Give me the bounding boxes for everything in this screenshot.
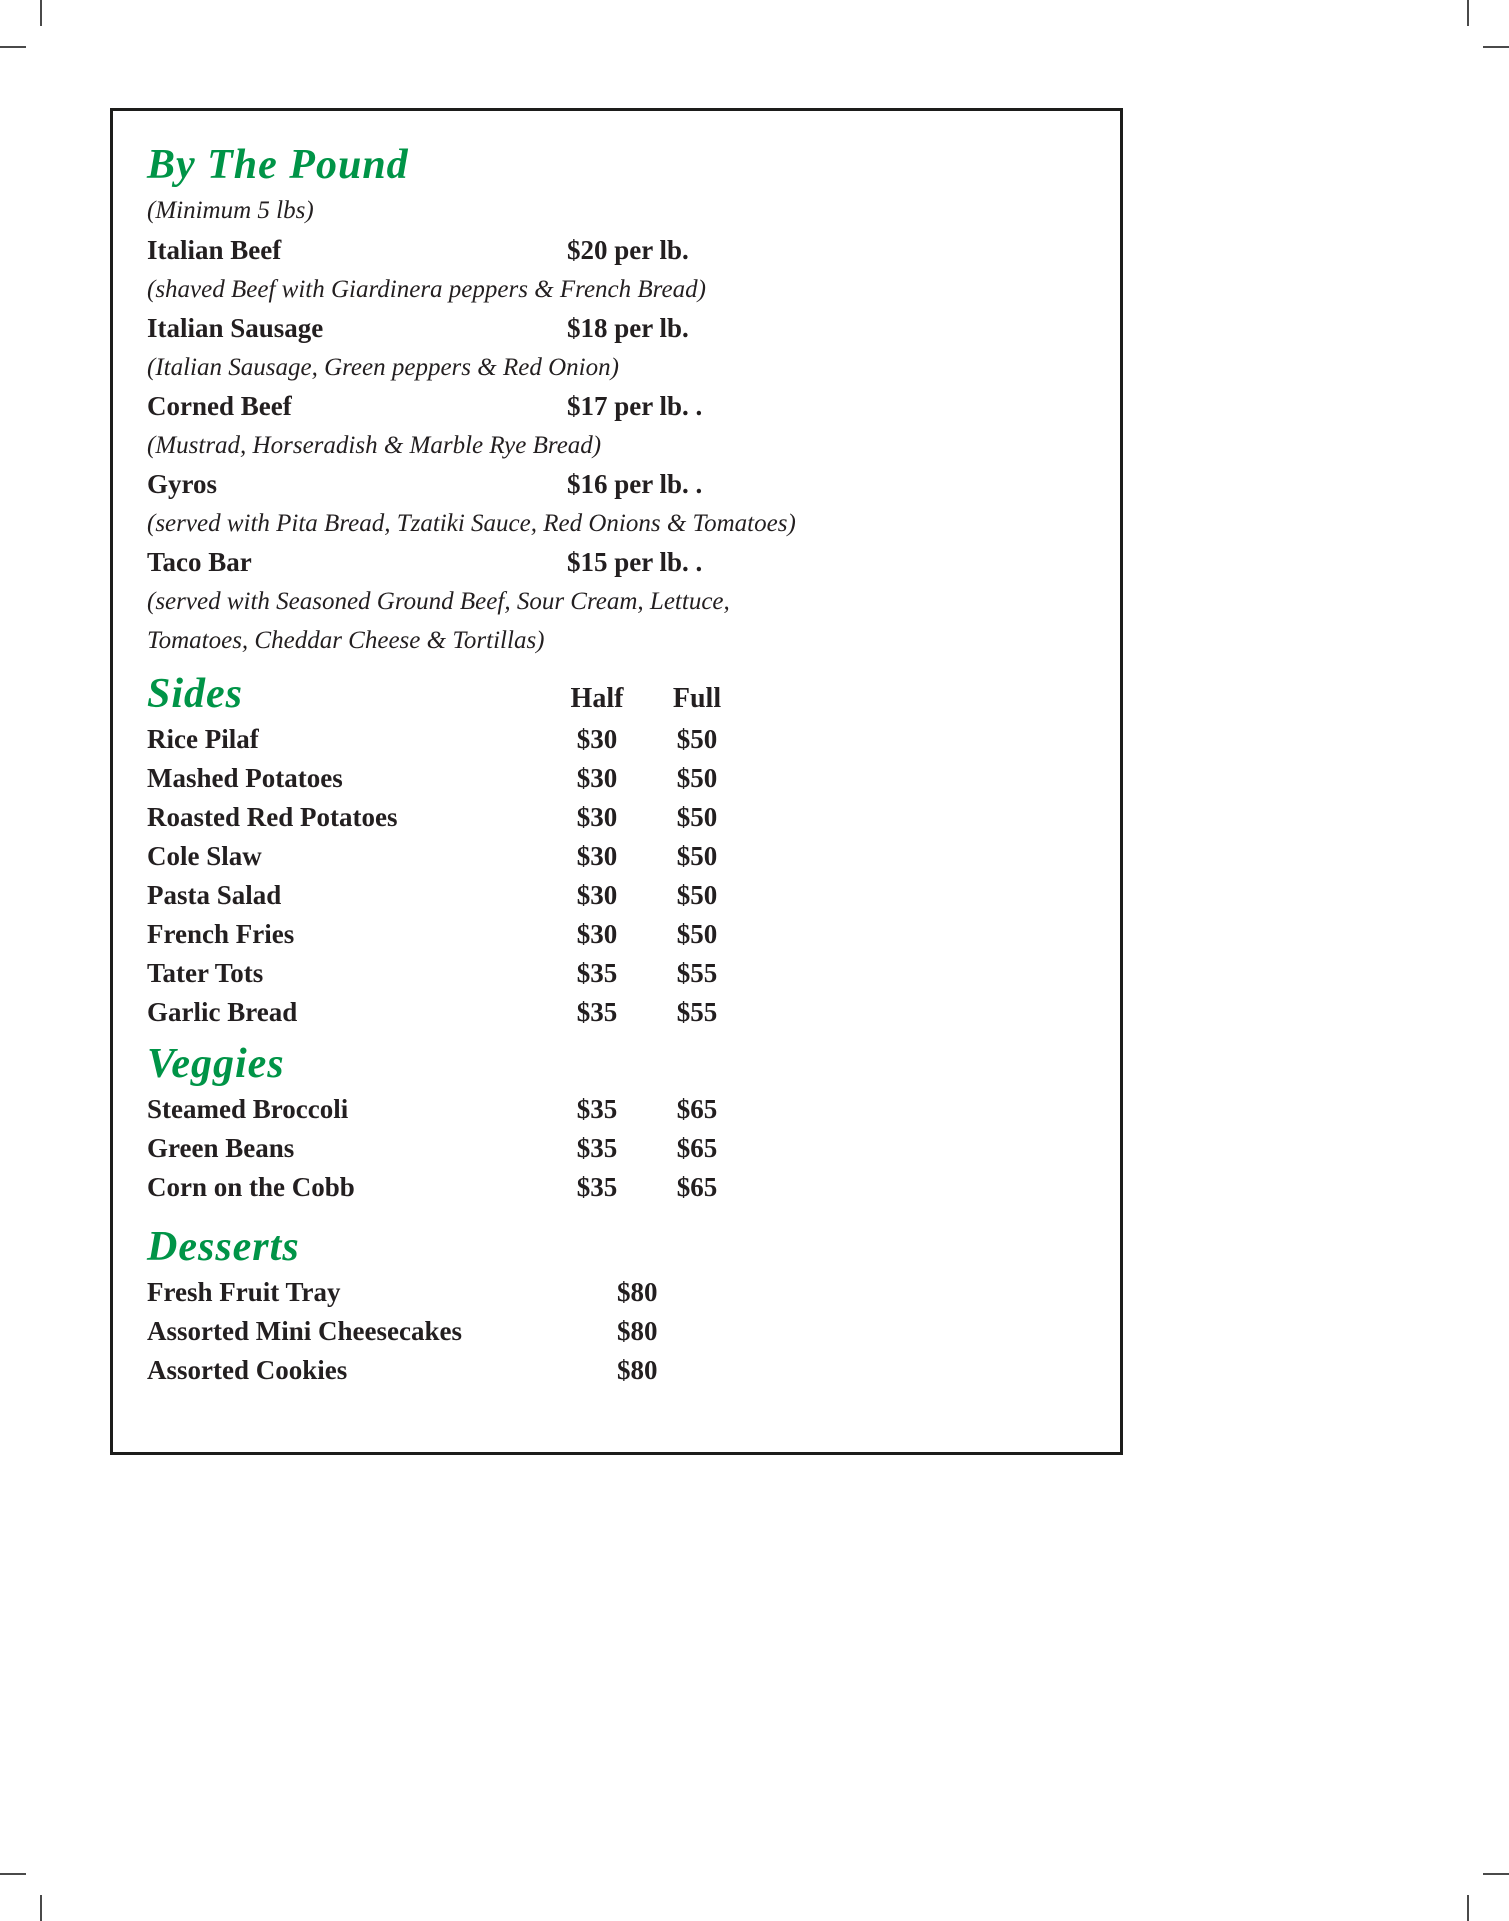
item-full-price: $50 bbox=[676, 919, 718, 949]
item-half-price: $30 bbox=[576, 724, 618, 754]
item-name: Green Beans bbox=[147, 1133, 295, 1163]
section-title-veggies: Veggies bbox=[147, 1041, 285, 1087]
section-title-desserts: Desserts bbox=[147, 1224, 300, 1270]
crop-mark bbox=[40, 0, 42, 26]
item-name: Mashed Potatoes bbox=[147, 763, 343, 793]
menu-item bbox=[147, 1129, 1090, 1168]
item-name: Assorted Mini Cheesecakes bbox=[147, 1316, 462, 1346]
item-name: Italian Sausage bbox=[147, 313, 324, 343]
item-half-price: $35 bbox=[576, 958, 618, 988]
menu-item bbox=[147, 543, 1090, 660]
item-half-price: $30 bbox=[576, 763, 618, 793]
menu-item bbox=[147, 720, 1090, 759]
menu-border-box bbox=[110, 108, 1123, 1455]
item-description: (Mustrad, Horseradish & Marble Rye Bread) bbox=[147, 432, 602, 459]
item-half-price: $35 bbox=[576, 997, 618, 1027]
item-description: (served with Seasoned Ground Beef, Sour Cream, Lettuce, Tomatoes, Cheddar Cheese & Tortillas) bbox=[147, 588, 730, 654]
item-price: $18 per lb. bbox=[567, 313, 689, 343]
item-name: Gyros bbox=[147, 469, 218, 499]
menu-item bbox=[147, 876, 1090, 915]
item-name: Taco Bar bbox=[147, 547, 252, 577]
crop-mark bbox=[1467, 0, 1469, 26]
item-name: Italian Beef bbox=[147, 235, 282, 265]
item-name: Fresh Fruit Tray bbox=[147, 1277, 341, 1307]
item-full-price: $65 bbox=[676, 1094, 718, 1124]
menu-item bbox=[147, 1090, 1090, 1129]
item-name: Corn on the Cobb bbox=[147, 1172, 355, 1202]
item-price: $80 bbox=[617, 1355, 658, 1385]
item-name: Assorted Cookies bbox=[147, 1355, 348, 1385]
item-half-price: $35 bbox=[576, 1094, 618, 1124]
item-name: Steamed Broccoli bbox=[147, 1094, 349, 1124]
item-name: Garlic Bread bbox=[147, 997, 298, 1027]
section-title-sides: Sides bbox=[147, 671, 244, 717]
column-header-half: Half bbox=[570, 683, 624, 714]
item-name: Pasta Salad bbox=[147, 880, 282, 910]
item-full-price: $55 bbox=[676, 958, 718, 988]
crop-mark bbox=[1483, 46, 1509, 48]
item-full-price: $50 bbox=[676, 724, 718, 754]
item-name: Tater Tots bbox=[147, 958, 264, 988]
item-price: $20 per lb. bbox=[567, 235, 689, 265]
section-by-the-pound bbox=[147, 139, 1090, 660]
item-price: $15 per lb. . bbox=[567, 547, 703, 577]
item-full-price: $65 bbox=[676, 1172, 718, 1202]
item-description: (shaved Beef with Giardinera peppers & French Bread) bbox=[147, 276, 706, 303]
section-veggies bbox=[147, 1038, 1090, 1207]
section-title-by-the-pound: By The Pound bbox=[147, 142, 409, 188]
crop-mark bbox=[0, 1873, 26, 1875]
menu-item bbox=[147, 1168, 1090, 1207]
item-full-price: $50 bbox=[676, 880, 718, 910]
item-price: $80 bbox=[617, 1316, 658, 1346]
item-half-price: $35 bbox=[576, 1172, 618, 1202]
item-half-price: $30 bbox=[576, 802, 618, 832]
crop-mark bbox=[40, 1895, 42, 1921]
menu-item bbox=[147, 798, 1090, 837]
menu-item bbox=[147, 387, 1090, 465]
menu-item bbox=[147, 1312, 1090, 1351]
section-desserts bbox=[147, 1221, 1090, 1390]
sides-header-row bbox=[147, 668, 1090, 720]
item-half-price: $30 bbox=[576, 880, 618, 910]
menu-item bbox=[147, 309, 1090, 387]
item-name: Rice Pilaf bbox=[147, 724, 259, 754]
column-header-full: Full bbox=[672, 683, 722, 714]
menu-item bbox=[147, 837, 1090, 876]
menu-item bbox=[147, 915, 1090, 954]
item-half-price: $30 bbox=[576, 841, 618, 871]
item-description: (served with Pita Bread, Tzatiki Sauce, Red Onions & Tomatoes) bbox=[147, 510, 796, 537]
item-name: French Fries bbox=[147, 919, 295, 949]
crop-mark bbox=[1467, 1895, 1469, 1921]
item-full-price: $50 bbox=[676, 841, 718, 871]
item-half-price: $30 bbox=[576, 919, 618, 949]
item-full-price: $55 bbox=[676, 997, 718, 1027]
crop-mark bbox=[0, 46, 26, 48]
item-description: (Italian Sausage, Green peppers & Red Onion) bbox=[147, 354, 619, 381]
item-name: Roasted Red Potatoes bbox=[147, 802, 398, 832]
menu-item bbox=[147, 1273, 1090, 1312]
menu-item bbox=[147, 759, 1090, 798]
item-price: $16 per lb. . bbox=[567, 469, 703, 499]
menu-item bbox=[147, 1351, 1090, 1390]
section-sides bbox=[147, 668, 1090, 1032]
menu-item bbox=[147, 954, 1090, 993]
item-full-price: $50 bbox=[676, 763, 718, 793]
menu-item bbox=[147, 231, 1090, 309]
item-full-price: $65 bbox=[676, 1133, 718, 1163]
item-price: $17 per lb. . bbox=[567, 391, 703, 421]
item-half-price: $35 bbox=[576, 1133, 618, 1163]
crop-mark bbox=[1483, 1873, 1509, 1875]
menu-item bbox=[147, 465, 1090, 543]
item-full-price: $50 bbox=[676, 802, 718, 832]
item-name: Corned Beef bbox=[147, 391, 292, 421]
item-price: $80 bbox=[617, 1277, 658, 1307]
item-name: Cole Slaw bbox=[147, 841, 262, 871]
minimum-note: (Minimum 5 lbs) bbox=[147, 197, 314, 224]
menu-item bbox=[147, 993, 1090, 1032]
